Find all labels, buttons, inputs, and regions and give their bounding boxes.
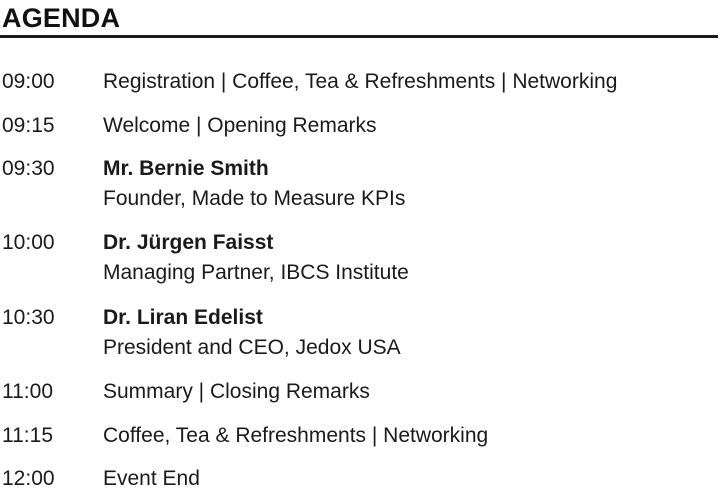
agenda-time: 12:00 — [2, 467, 55, 490]
agenda-text: Summary | Closing Remarks — [103, 380, 370, 403]
title-divider — [0, 35, 718, 38]
agenda-content — [103, 67, 715, 97]
agenda-content — [103, 303, 715, 363]
agenda-text: Registration | Coffee, Tea & Refreshments | Networking — [103, 70, 618, 93]
agenda-time: 11:00 — [2, 380, 53, 403]
agenda-text: Welcome | Opening Remarks — [103, 114, 377, 137]
agenda-content — [103, 377, 715, 407]
agenda-time: 10:30 — [2, 306, 55, 329]
speaker-role: Founder, Made to Measure KPIs — [103, 187, 406, 210]
agenda-content — [103, 228, 715, 288]
speaker-role: President and CEO, Jedox USA — [103, 336, 401, 359]
speaker-name: Dr. Jürgen Faisst — [103, 231, 274, 254]
speaker-role: Managing Partner, IBCS Institute — [103, 261, 409, 284]
agenda-time: 11:15 — [2, 424, 53, 447]
agenda-time: 10:00 — [2, 231, 55, 254]
agenda-title: AGENDA — [2, 3, 121, 33]
agenda-content — [103, 421, 715, 451]
speaker-name: Dr. Liran Edelist — [103, 306, 263, 329]
agenda-time: 09:15 — [2, 114, 55, 137]
agenda-content — [103, 154, 715, 214]
agenda-content — [103, 111, 715, 141]
agenda-text: Coffee, Tea & Refreshments | Networking — [103, 424, 489, 447]
agenda-time: 09:30 — [2, 157, 55, 180]
speaker-name: Mr. Bernie Smith — [103, 157, 269, 180]
agenda-time: 09:00 — [2, 70, 55, 93]
agenda-text: Event End — [103, 467, 200, 490]
